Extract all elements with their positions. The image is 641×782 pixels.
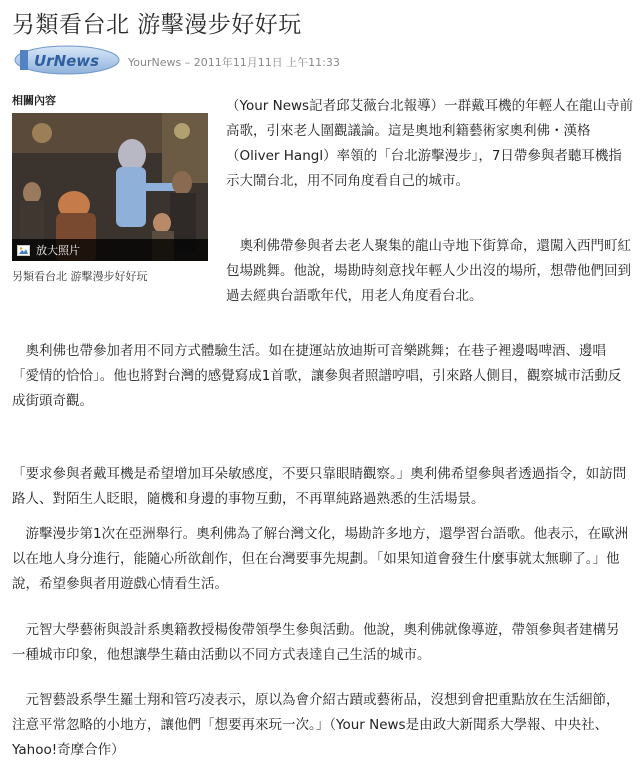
article-photo[interactable] [12, 113, 208, 261]
photo-caption: 另類看台北 游擊漫步好好玩 [12, 270, 148, 283]
article-paragraph-4: 「要求參與者戴耳機是希望增加耳朵敏感度，不要只靠眼睛觀察。」奧利佛希望參與者透過指令，如訪問路人、對陌生人眨眼，隨機和身邊的事物互動，不再單純路過熟悉的生活場景。 [12, 466, 627, 507]
article-paragraph-6: 元智大學藝術與設計系奧籍教授楊俊帶領學生參與活動。他說，奧利佛就像導遊，帶領參與者建構另一種城市印象，他想讓學生藉由活動以不同方式表達自己生活的城市。 [12, 622, 620, 663]
enlarge-photo-button[interactable] [12, 239, 208, 261]
article-paragraph-1: （Your News記者邱艾薇台北報導）一群戴耳機的年輕人在龍山寺前高歌，引來老人圍觀議論。這是奧地利籍藝術家奧利佛・漢格（Oliver Hangl）率領的「台北游擊漫步」，7日帶參與者聽耳機指示大鬧台北，用不同角度看自己的城市。 [226, 98, 634, 189]
logo-text: UrNews [34, 52, 100, 70]
article-paragraph-3: 奧利佛也帶參加者用不同方式體驗生活。如在捷運站放迪斯可音樂跳舞；在巷子裡邊喝啤酒、邊唱「愛情的恰恰」。他也將對台灣的感覺寫成1首歌，讓參與者照譜哼唱，引來路人側目，觀察城市活動反成街頭奇觀。 [12, 343, 622, 409]
related-content-heading: 相關內容 [12, 94, 56, 107]
article-paragraph-2: 奧利佛帶參與者去老人聚集的龍山寺地下街算命，還闖入西門町紅包場跳舞。他說，場勘時刻意找年輕人少出沒的場所，想帶他們回到過去經典台語歌年代，用老人角度看台北。 [226, 238, 631, 304]
yournews-logo[interactable] [12, 44, 122, 76]
article-paragraph-7: 元智藝設系學生羅士翔和管巧凌表示，原以為會介紹古蹟或藝術品，沒想到會把重點放在生活細節，注意平常忽略的小地方，讓他們「想要再來玩一次。」（Your News是由政大新聞系大學報、中央社、Yahoo!奇摩合作） [12, 692, 620, 758]
byline: YourNews – 2011年11月11日 上午11:33 [128, 56, 340, 69]
photo-icon [17, 245, 30, 256]
enlarge-photo-label: 放大照片 [36, 244, 80, 257]
article-title: 另類看台北 游擊漫步好好玩 [12, 12, 302, 38]
article-paragraph-5: 游擊漫步第1次在亞洲舉行。奧利佛為了解台灣文化，場勘許多地方，還學習台語歌。他表示，在歐洲以在地人身分進行，能隨心所欲創作，但在台灣要事先規劃。「如果知道會發生什麼事就太無聊了。」他說，希望參與者用遊戲心情看生活。 [12, 526, 629, 592]
